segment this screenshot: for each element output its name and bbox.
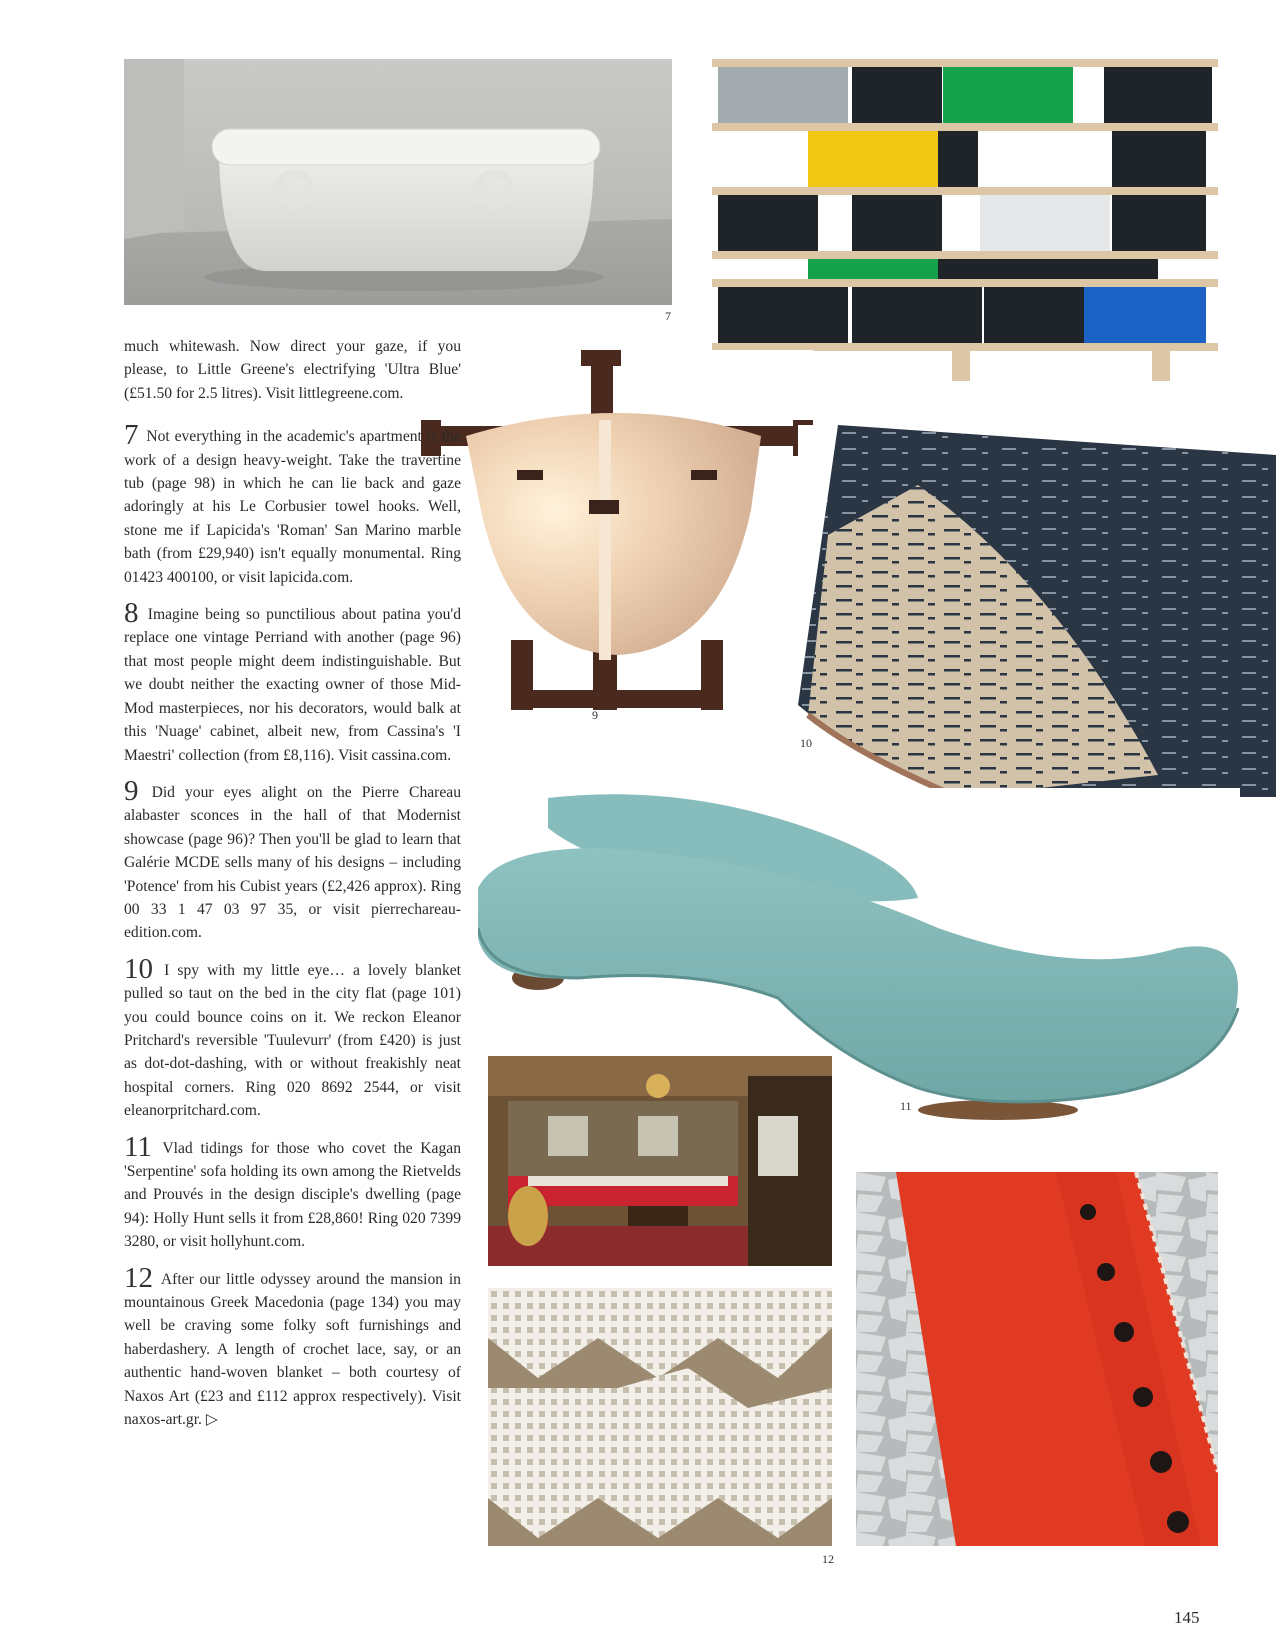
lace-photo — [488, 1288, 832, 1546]
item-10 — [124, 952, 461, 1123]
item-11 — [124, 1130, 461, 1254]
bath-photo — [124, 59, 672, 305]
caption-12: 12 — [822, 1552, 834, 1566]
item-8 — [124, 597, 461, 767]
caption-9: 9 — [592, 708, 598, 722]
article-text — [124, 335, 461, 1445]
item-12 — [124, 1261, 461, 1432]
item-text: Vlad tidings for those who covet the Kagan 'Serpentine' sofa holding its own among the Rietvelds and Prouvés in the design disciple's dwelling (page 94): Holly Hunt sells it from £28,860! Ring 020 7399 3280, or visit hollyhunt.com. — [124, 1139, 461, 1251]
item-text: After our little odyssey around the mansion in mountainous Greek Macedonia (page 134) you may well be craving some folky soft furnishings and haberdashery. A length of crochet lace, say, or an authentic hand-woven blanket – both courtesy of Naxos Art (£23 and £112 approx respectively). Visit naxos-art.gr. ▷ — [124, 1270, 461, 1429]
interior-photo — [488, 1056, 832, 1266]
runner-photo — [856, 1172, 1218, 1546]
item-number: 8 — [124, 597, 139, 630]
item-number: 9 — [124, 774, 139, 807]
caption-10: 10 — [800, 736, 812, 750]
blanket-photo — [798, 425, 1276, 797]
caption-11: 11 — [900, 1099, 912, 1113]
item-text: Imagine being so punctilious about patina you'd replace one vintage Perriand with another (page 96) that most people might deem indistinguishable. But we doubt neither the exacting owner of those Mid-Mod masterpieces, nor his decorators, would balk at this 'Nuage' cabinet, albeit new, from Cassina's 'I Maestri' collection (from £8,116). Visit cassina.com. — [124, 606, 461, 764]
item-7 — [124, 419, 461, 589]
caption-7: 7 — [665, 309, 671, 323]
item-text: Did your eyes alight on the Pierre Chareau alabaster sconces in the hall of that Modernist showcase (page 96)? Then you'll be glad to learn that Galérie MCDE sells many of his designs – including 'Potence' from his Cubist years (£2,426 approx). Ring 00 33 1 47 03 97 35, or visit pierrechareau-edition.com. — [124, 783, 461, 942]
intro-paragraph: much whitewash. Now direct your gaze, if you please, to Little Greene's electrifying 'Ultra Blue' (£51.50 for 2.5 litres). Visit littlegreene.com. — [124, 338, 461, 402]
shelving-photo — [712, 57, 1218, 387]
sconce-photo — [421, 350, 813, 730]
item-text: Not everything in the academic's apartment is the work of a design heavy-weight. Take the travertine tub (page 98) in which he can lie back and gaze adoringly at his Le Corbusier towel hooks. Well, stone me if Lapicida's 'Roman' San Marino marble bath (from £29,940) isn't equally monumental. Ring 01423 400100, or visit lapicida.com. — [124, 428, 461, 586]
item-number: 10 — [124, 952, 153, 985]
item-text: I spy with my little eye… a lovely blanket pulled so taut on the bed in the city flat (page 101) you could bounce coins on it. We reckon Eleanor Pritchard's reversible 'Tuulevurr' (from £420) is just as dot-dot-dashing, with or without freakishly neat hospital corners. Ring 020 8692 2544, or visit eleanorpritchard.com. — [124, 961, 461, 1120]
item-number: 7 — [124, 419, 139, 452]
page-number: 145 — [1174, 1608, 1200, 1627]
item-9 — [124, 774, 461, 945]
item-number: 12 — [124, 1261, 153, 1294]
item-number: 11 — [124, 1130, 152, 1163]
